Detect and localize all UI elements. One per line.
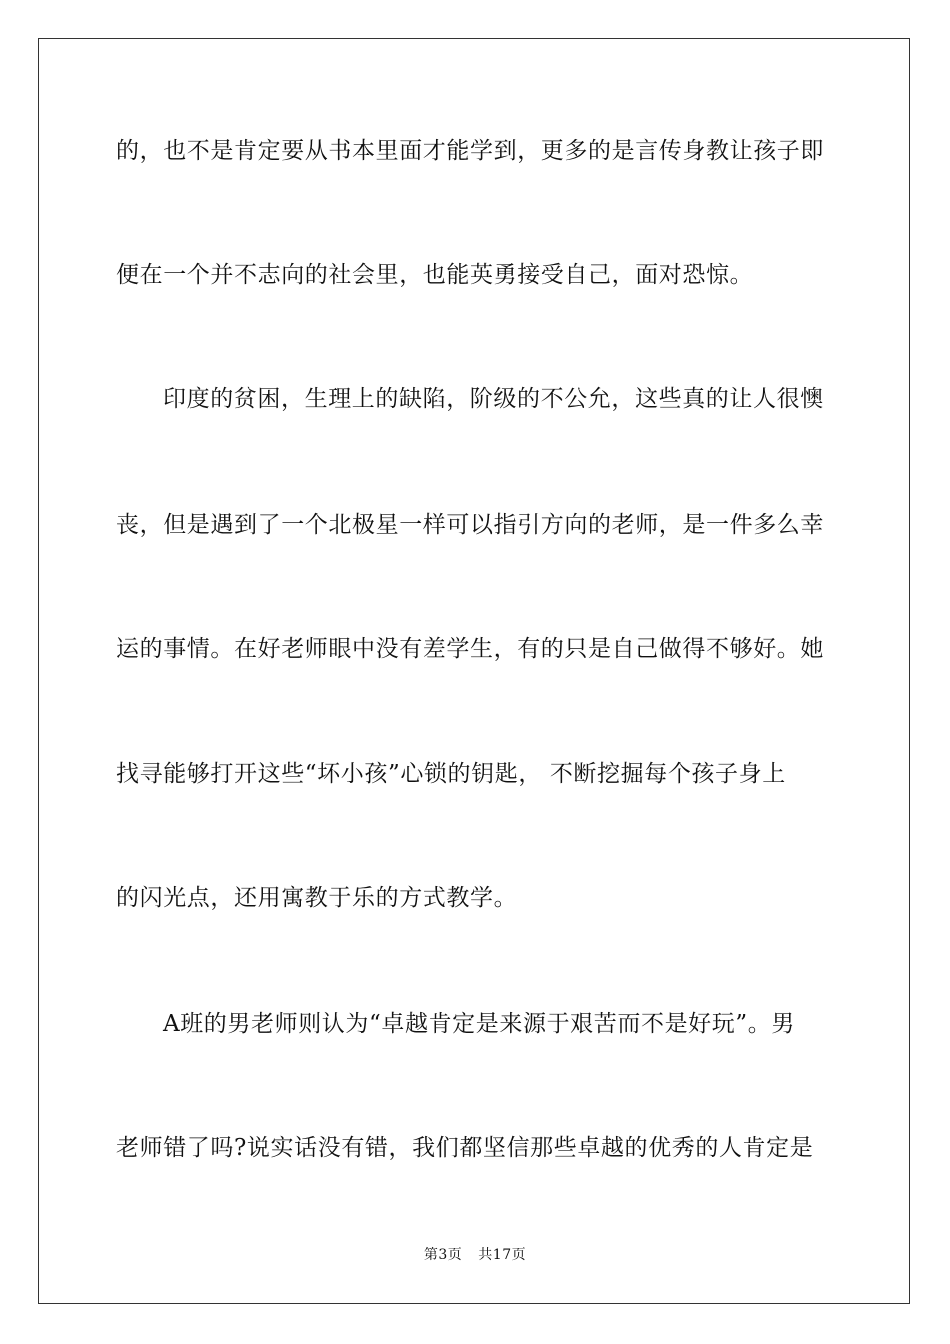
total-pages: 共17页 (478, 1247, 527, 1263)
page-footer (0, 1246, 950, 1264)
text-line-5: 运的事情。在好老师眼中没有差学生，有的只是自己做得不够好。她 (116, 636, 824, 662)
text-line-4: 丧，但是遇到了一个北极星一样可以指引方向的老师，是一件多么幸 (116, 512, 824, 538)
text-line-1: 的，也不是肯定要从书本里面才能学到，更多的是言传身教让孩子即 (116, 138, 824, 164)
text-line-6: 找寻能够打开这些“坏小孩”心锁的钥匙， 不断挖掘每个孩子身上 (116, 761, 786, 787)
page-number: 第3页 (423, 1247, 463, 1263)
text-line-2: 便在一个并不志向的社会里，也能英勇接受自己，面对恐惊。 (116, 262, 754, 288)
text-line-9: 老师错了吗?说实话没有错，我们都坚信那些卓越的优秀的人肯定是 (116, 1135, 814, 1161)
text-line-3: 印度的贫困，生理上的缺陷，阶级的不公允，这些真的让人很懊 (163, 386, 824, 412)
text-line-7: 的闪光点，还用寓教于乐的方式教学。 (116, 885, 518, 911)
text-line-8: A班的男老师则认为“卓越肯定是来源于艰苦而不是好玩”。男 (163, 1011, 795, 1037)
page-border (38, 38, 910, 1304)
